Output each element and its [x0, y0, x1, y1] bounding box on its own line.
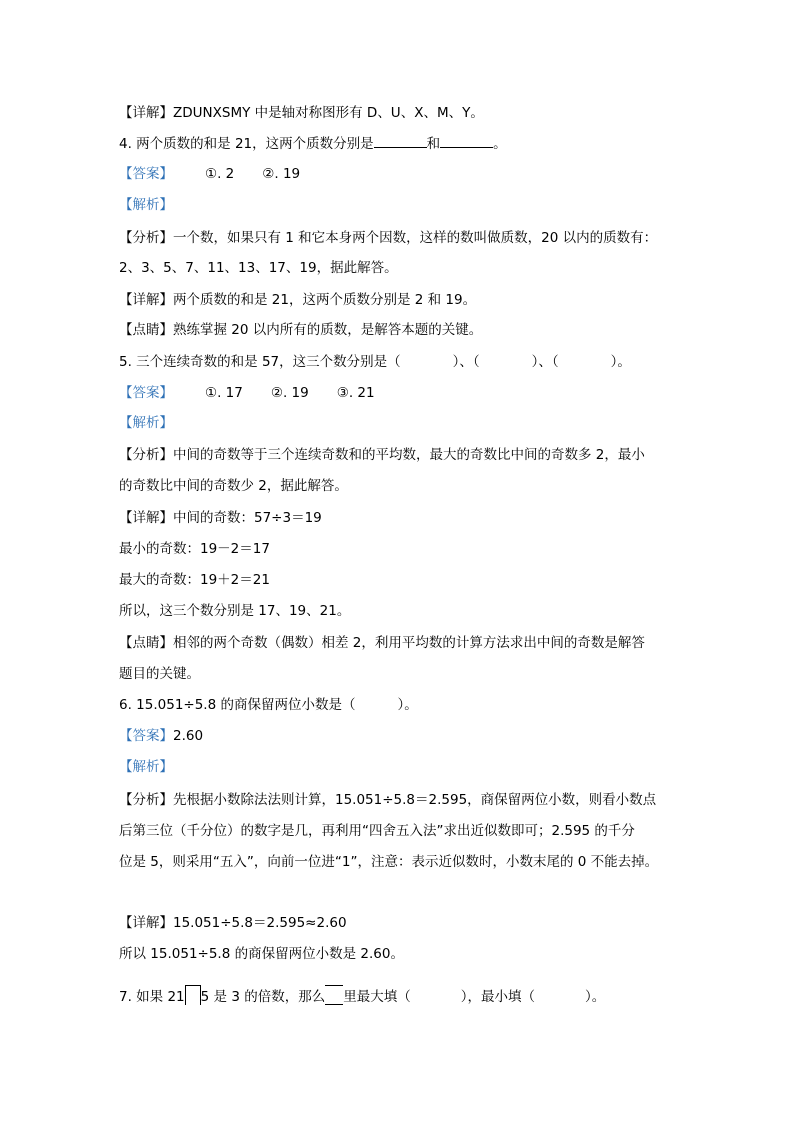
fenxi-label: 【分析】 — [119, 230, 173, 246]
question-5-detail-3 — [119, 570, 270, 590]
fenxi-text: 2、3、5、7、11、13、17、19，据此解答。 — [119, 260, 398, 276]
fenxi-text: 位是 5，则采用“五入”，向前一位进“1”，注意：表示近似数时，小数末尾的 0 不能去掉。 — [119, 854, 659, 870]
question-5-analysis-label — [119, 413, 173, 433]
dianjing-text: 熟练掌握 20 以内所有的质数，是解答本题的关键。 — [173, 322, 483, 338]
fenxi-text: 中间的奇数等于三个连续奇数和的平均数，最大的奇数比中间的奇数多 2，最小 — [173, 447, 645, 463]
fenxi-label: 【分析】 — [119, 792, 173, 808]
answer-blank — [440, 133, 493, 148]
question-6-detail-2 — [119, 944, 404, 964]
answer-item-3: ③. 21 — [336, 385, 375, 401]
answer-item-1: ①. 17 — [205, 385, 243, 401]
question-5-text-a: 5. 三个连续奇数的和是 57，这三个数分别是（ — [119, 354, 401, 370]
question-5-stem — [119, 352, 631, 372]
question-5-fenxi-2 — [119, 476, 348, 496]
question-7-text-a: 7. 如果 21 — [119, 989, 185, 1005]
question-4-answer — [119, 164, 300, 184]
question-5-detail-2 — [119, 539, 270, 559]
question-5-dianjing-1 — [119, 633, 645, 653]
fenxi-text: 先根据小数除法法则计算，15.051÷5.8＝2.595，商保留两位小数，则看小数点 — [173, 792, 657, 808]
question-5-dianjing-2 — [119, 664, 200, 684]
dianjing-label: 【点睛】 — [119, 635, 173, 651]
fenxi-text: 一个数，如果只有 1 和它本身两个因数，这样的数叫做质数，20 以内的质数有： — [173, 230, 658, 246]
question-7-text-e: ）。 — [584, 989, 606, 1005]
detail-text: 中间的奇数：57÷3＝19 — [173, 510, 322, 526]
answer-item-1: ①. 2 — [205, 166, 235, 182]
answer-item-2: ②. 19 — [270, 385, 309, 401]
fenxi-text: 后第三位（千分位）的数字是几，再利用“四舍五入法”求出近似数即可；2.595 的千分 — [119, 823, 635, 839]
detail-text: 所以 15.051÷5.8 的商保留两位小数是 2.60。 — [119, 946, 404, 962]
question-5-text-b: ）、（ — [452, 354, 480, 370]
detail-text: 最小的奇数：19－2＝17 — [119, 541, 270, 557]
dianjing-label: 【点睛】 — [119, 322, 173, 338]
detail-text: ZDUNXSMY 中是轴对称图形有 D、U、X、M、Y。 — [173, 105, 484, 121]
detail-label: 【详解】 — [119, 292, 173, 308]
answer-label: 【答案】 — [119, 166, 173, 182]
question-5-detail-4 — [119, 601, 350, 621]
detail-text: 所以，这三个数分别是 17、19、21。 — [119, 603, 351, 619]
detail-text: 15.051÷5.8＝2.595≈2.60 — [173, 915, 347, 931]
question-4-fenxi-1 — [119, 228, 657, 248]
analysis-label: 【解析】 — [119, 197, 173, 213]
analysis-label: 【解析】 — [119, 415, 173, 431]
dianjing-text: 相邻的两个奇数（偶数）相差 2，利用平均数的计算方法求出中间的奇数是解答 — [173, 635, 645, 651]
analysis-label: 【解析】 — [119, 759, 173, 775]
answer-value: 2.60 — [173, 728, 204, 744]
question-5-detail-1 — [119, 508, 322, 528]
question-6-fenxi-1 — [119, 790, 656, 810]
question-4-stem — [119, 133, 507, 154]
question-4-text-c: 。 — [493, 136, 507, 152]
detail-label: 【详解】 — [119, 105, 173, 121]
question-6-stem — [119, 695, 418, 715]
digit-box — [185, 985, 201, 1005]
question-6-fenxi-2 — [119, 821, 635, 841]
question-4-detail — [119, 290, 476, 310]
fenxi-label: 【分析】 — [119, 447, 173, 463]
question-7-stem — [119, 985, 605, 1007]
answer-label: 【答案】 — [119, 385, 173, 401]
question-4-text-b: 和 — [426, 136, 441, 152]
question-5-text-d: ）。 — [610, 354, 631, 370]
question-4-analysis-label — [119, 195, 173, 215]
question-7-text-b: 5 是 3 的倍数，那么 — [200, 989, 326, 1005]
dianjing-text: 题目的关键。 — [119, 666, 200, 682]
question-5-text-c: ）、（ — [531, 354, 559, 370]
intro-detail-line — [119, 103, 484, 123]
detail-text: 两个质数的和是 21，这两个质数分别是 2 和 19。 — [173, 292, 477, 308]
answer-blank — [374, 133, 427, 148]
question-4-text-a: 4. 两个质数的和是 21，这两个质数分别是 — [119, 136, 374, 152]
digit-box — [325, 985, 343, 1005]
question-6-answer — [119, 726, 203, 746]
question-7-text-d: ），最小填（ — [460, 989, 535, 1005]
question-6-detail-1 — [119, 913, 347, 933]
question-6-analysis-label — [119, 757, 173, 777]
fenxi-text: 的奇数比中间的奇数少 2，据此解答。 — [119, 478, 348, 494]
answer-label: 【答案】 — [119, 728, 173, 744]
detail-label: 【详解】 — [119, 915, 173, 931]
question-6-text-b: ）。 — [397, 697, 418, 713]
detail-label: 【详解】 — [119, 510, 173, 526]
question-6-fenxi-3 — [119, 852, 658, 872]
question-6-text-a: 6. 15.051÷5.8 的商保留两位小数是（ — [119, 697, 356, 713]
question-5-answer — [119, 383, 375, 403]
question-4-dianjing — [119, 320, 482, 340]
question-4-fenxi-2 — [119, 258, 398, 278]
answer-item-2: ②. 19 — [262, 166, 301, 182]
question-5-fenxi-1 — [119, 445, 645, 465]
detail-text: 最大的奇数：19＋2＝21 — [119, 572, 270, 588]
question-7-text-c: 里最大填（ — [343, 989, 411, 1005]
